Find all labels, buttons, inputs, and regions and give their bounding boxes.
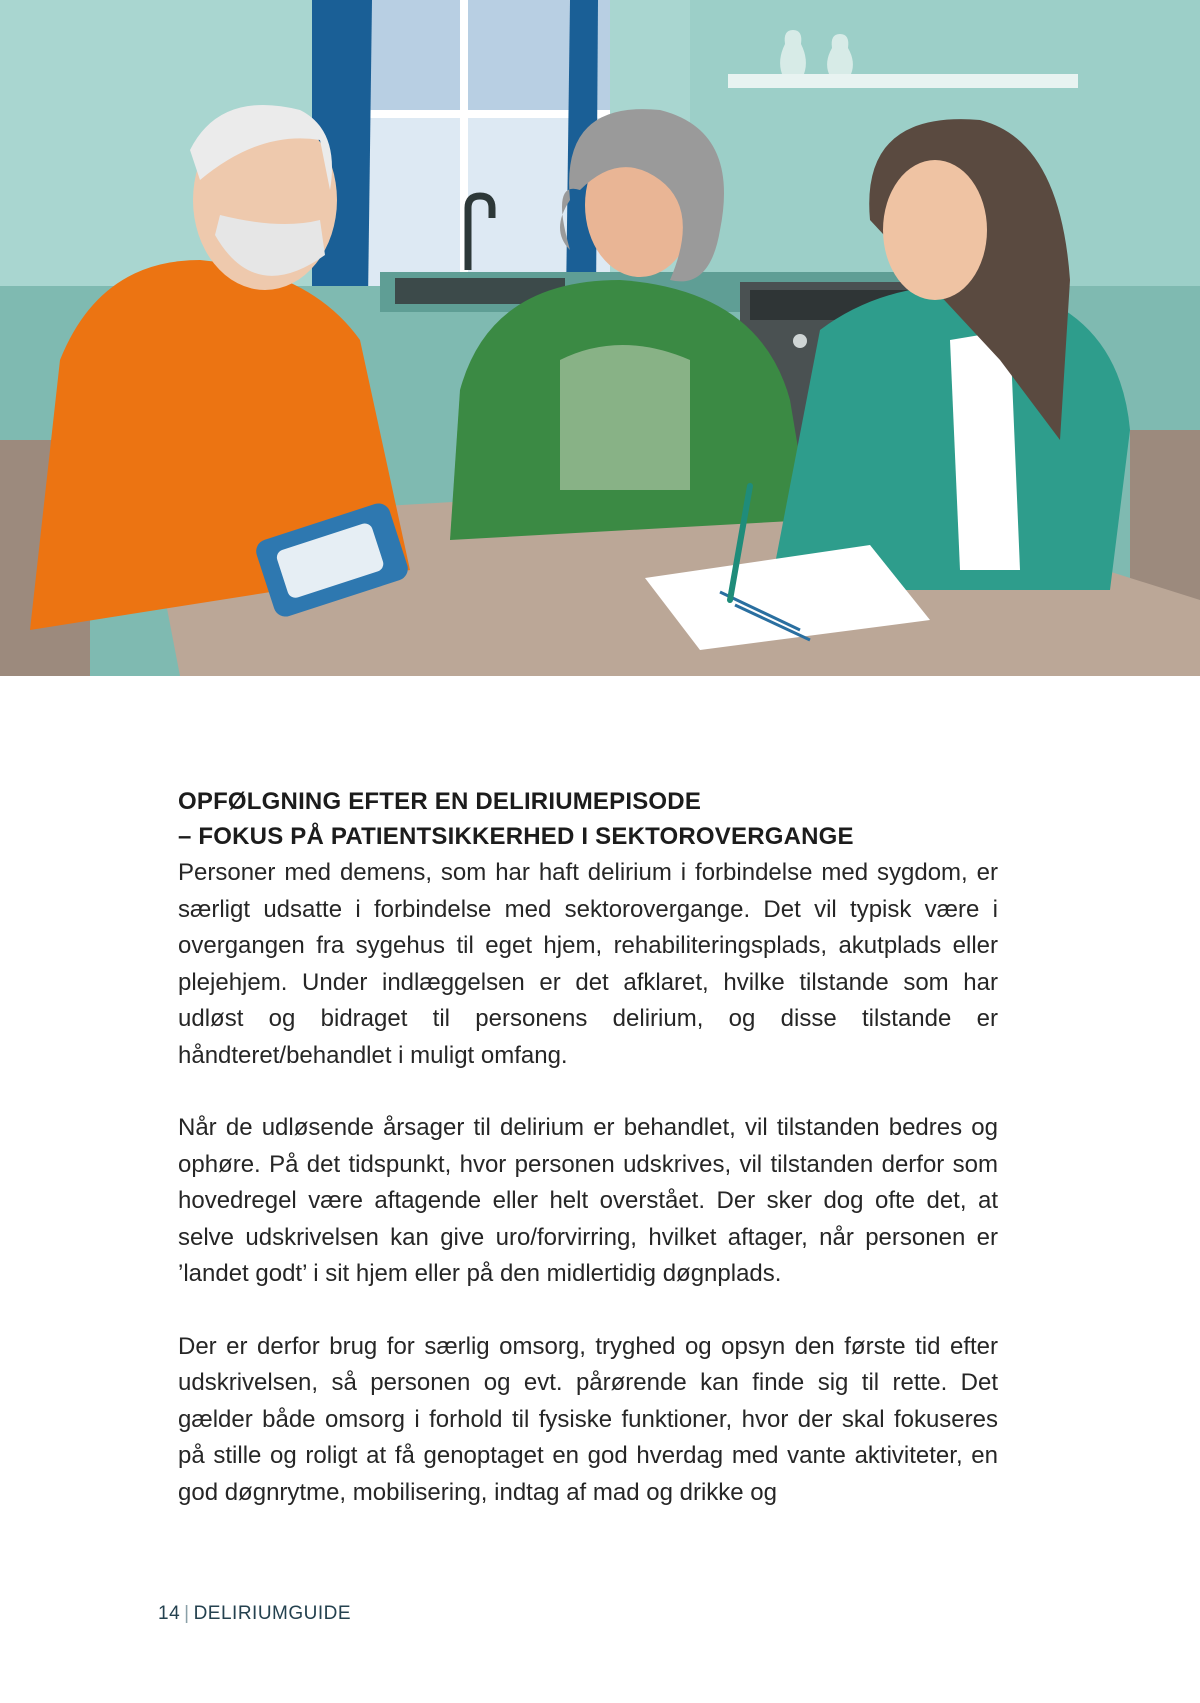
article-body xyxy=(178,784,998,1547)
heading-line-1: OPFØLGNING EFTER EN DELIRIUMEPISODE xyxy=(178,788,702,815)
section-heading xyxy=(178,784,998,854)
paragraph-2: Når de udløsende årsager til delirium er behandlet, vil tilstanden bedres og ophøre. På det tidspunkt, hvor personen udskrives, vil tilstanden derfor som hovedregel være aftagende eller helt overstået. Der sker dog ofte det, at selve udskrivelsen kan give uro/forvirring, hvilket aftager, når personen er ’landet godt’ i sit hjem eller på den midlertidig døgnplads. xyxy=(178,1114,998,1287)
footer-separator: | xyxy=(184,1603,190,1624)
guide-name: DELIRIUMGUIDE xyxy=(193,1603,352,1624)
kitchen-scene-illustration xyxy=(0,0,1200,676)
page-number: 14 xyxy=(158,1603,181,1624)
paragraph-1: Personer med demens, som har haft delirium i forbindelse med sygdom, er særligt udsatte i forbindelse med sektorovergange. Det vil typisk være i overgangen fra sygehus til eget hjem, rehabiliteringsplads, akutplads eller plejehjem. Under indlæggelsen er det afklaret, hvilke tilstande som har udløst og bidraget til personens delirium, og disse tilstande er håndteret/behandlet i muligt omfang. xyxy=(178,859,998,1069)
page-footer xyxy=(158,1603,351,1625)
paragraph-3: Der er derfor brug for særlig omsorg, tryghed og opsyn den første tid efter udskrivelsen, så personen og evt. pårørende kan finde sig til rette. Det gælder både omsorg i forhold til fysiske funktioner, hvor der skal fokuseres på stille og roligt at få genoptaget en god hverdag med vante aktiviteter, en god døgnrytme, mobilisering, indtag af mad og drikke og xyxy=(178,1332,998,1506)
hero-illustration xyxy=(0,0,1200,676)
heading-line-2: – FOKUS PÅ PATIENTSIKKERHED I SEKTOROVERGANGE xyxy=(178,823,854,850)
